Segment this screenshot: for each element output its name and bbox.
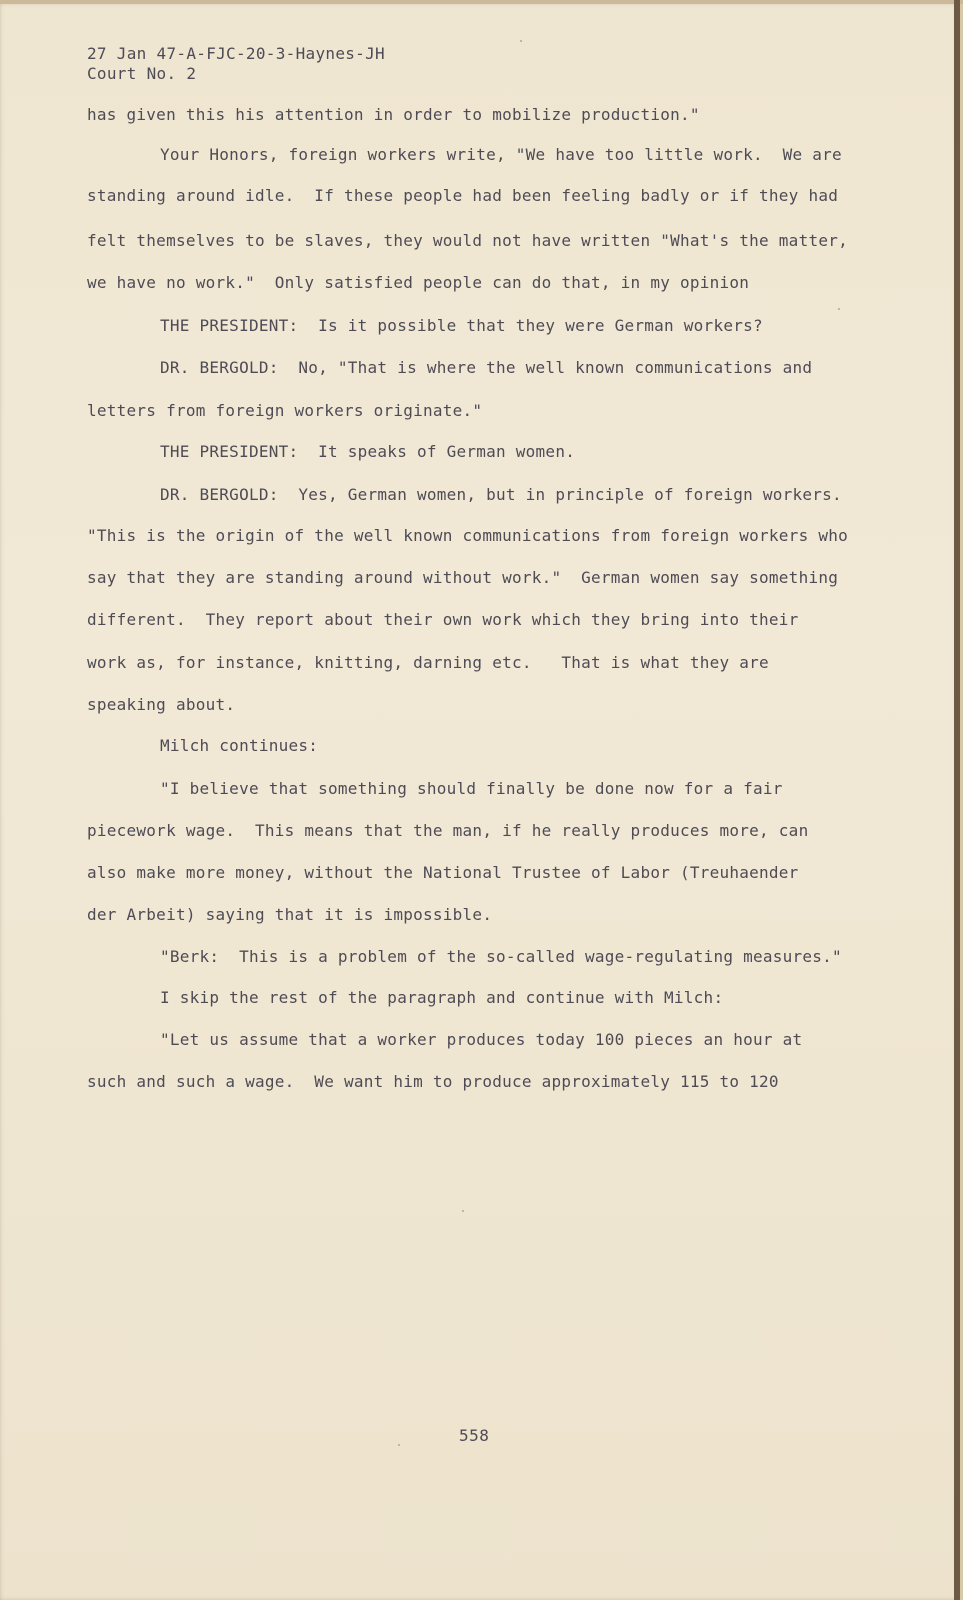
header-court: Court No. 2 [87, 64, 197, 83]
text-line: work as, for instance, knitting, darning etc. That is what they are [87, 653, 769, 672]
text-line: standing around idle. If these people had been feeling badly or if they had [87, 186, 839, 205]
page-top-edge [0, 0, 963, 4]
text-line: we have no work." Only satisfied people can do that, in my opinion [87, 273, 750, 292]
text-line: speaking about. [87, 695, 236, 714]
text-line: different. They report about their own work which they bring into their [87, 610, 799, 629]
text-line: felt themselves to be slaves, they would not have written "What's the matter, [87, 231, 848, 250]
text-line: also make more money, without the National Trustee of Labor (Treuhaender [87, 863, 799, 882]
text-line: letters from foreign workers originate." [87, 401, 483, 420]
text-line: "This is the origin of the well known communications from foreign workers who [87, 526, 848, 545]
header-reference: 27 Jan 47-A-FJC-20-3-Haynes-JH [87, 44, 385, 63]
paper-speck [462, 1210, 464, 1212]
text-line: "Berk: This is a problem of the so-called wage-regulating measures." [160, 947, 842, 966]
text-line: I skip the rest of the paragraph and continue with Milch: [160, 988, 724, 1007]
text-line: THE PRESIDENT: Is it possible that they were German workers? [160, 316, 763, 335]
paper-speck [520, 40, 522, 42]
text-line: Your Honors, foreign workers write, "We have too little work. We are [160, 145, 842, 164]
text-line: piecework wage. This means that the man, if he really produces more, can [87, 821, 809, 840]
text-line: "Let us assume that a worker produces today 100 pieces an hour at [160, 1030, 803, 1049]
text-line: say that they are standing around without work." German women say something [87, 568, 839, 587]
text-line: DR. BERGOLD: No, "That is where the well known communications and [160, 358, 813, 377]
text-line: has given this his attention in order to mobilize production." [87, 105, 700, 124]
text-line: THE PRESIDENT: It speaks of German women. [160, 442, 576, 461]
page-right-edge [954, 0, 960, 1600]
page-number: 558 [459, 1426, 490, 1445]
text-line: der Arbeit) saying that it is impossible. [87, 905, 493, 924]
text-line: "I believe that something should finally be done now for a fair [160, 779, 783, 798]
document-header [87, 44, 385, 84]
paper-speck [838, 308, 840, 310]
text-line: Milch continues: [160, 736, 319, 755]
text-line: such and such a wage. We want him to produce approximately 115 to 120 [87, 1072, 779, 1091]
paper-speck [398, 1444, 400, 1446]
text-line: DR. BERGOLD: Yes, German women, but in principle of foreign workers. [160, 485, 842, 504]
